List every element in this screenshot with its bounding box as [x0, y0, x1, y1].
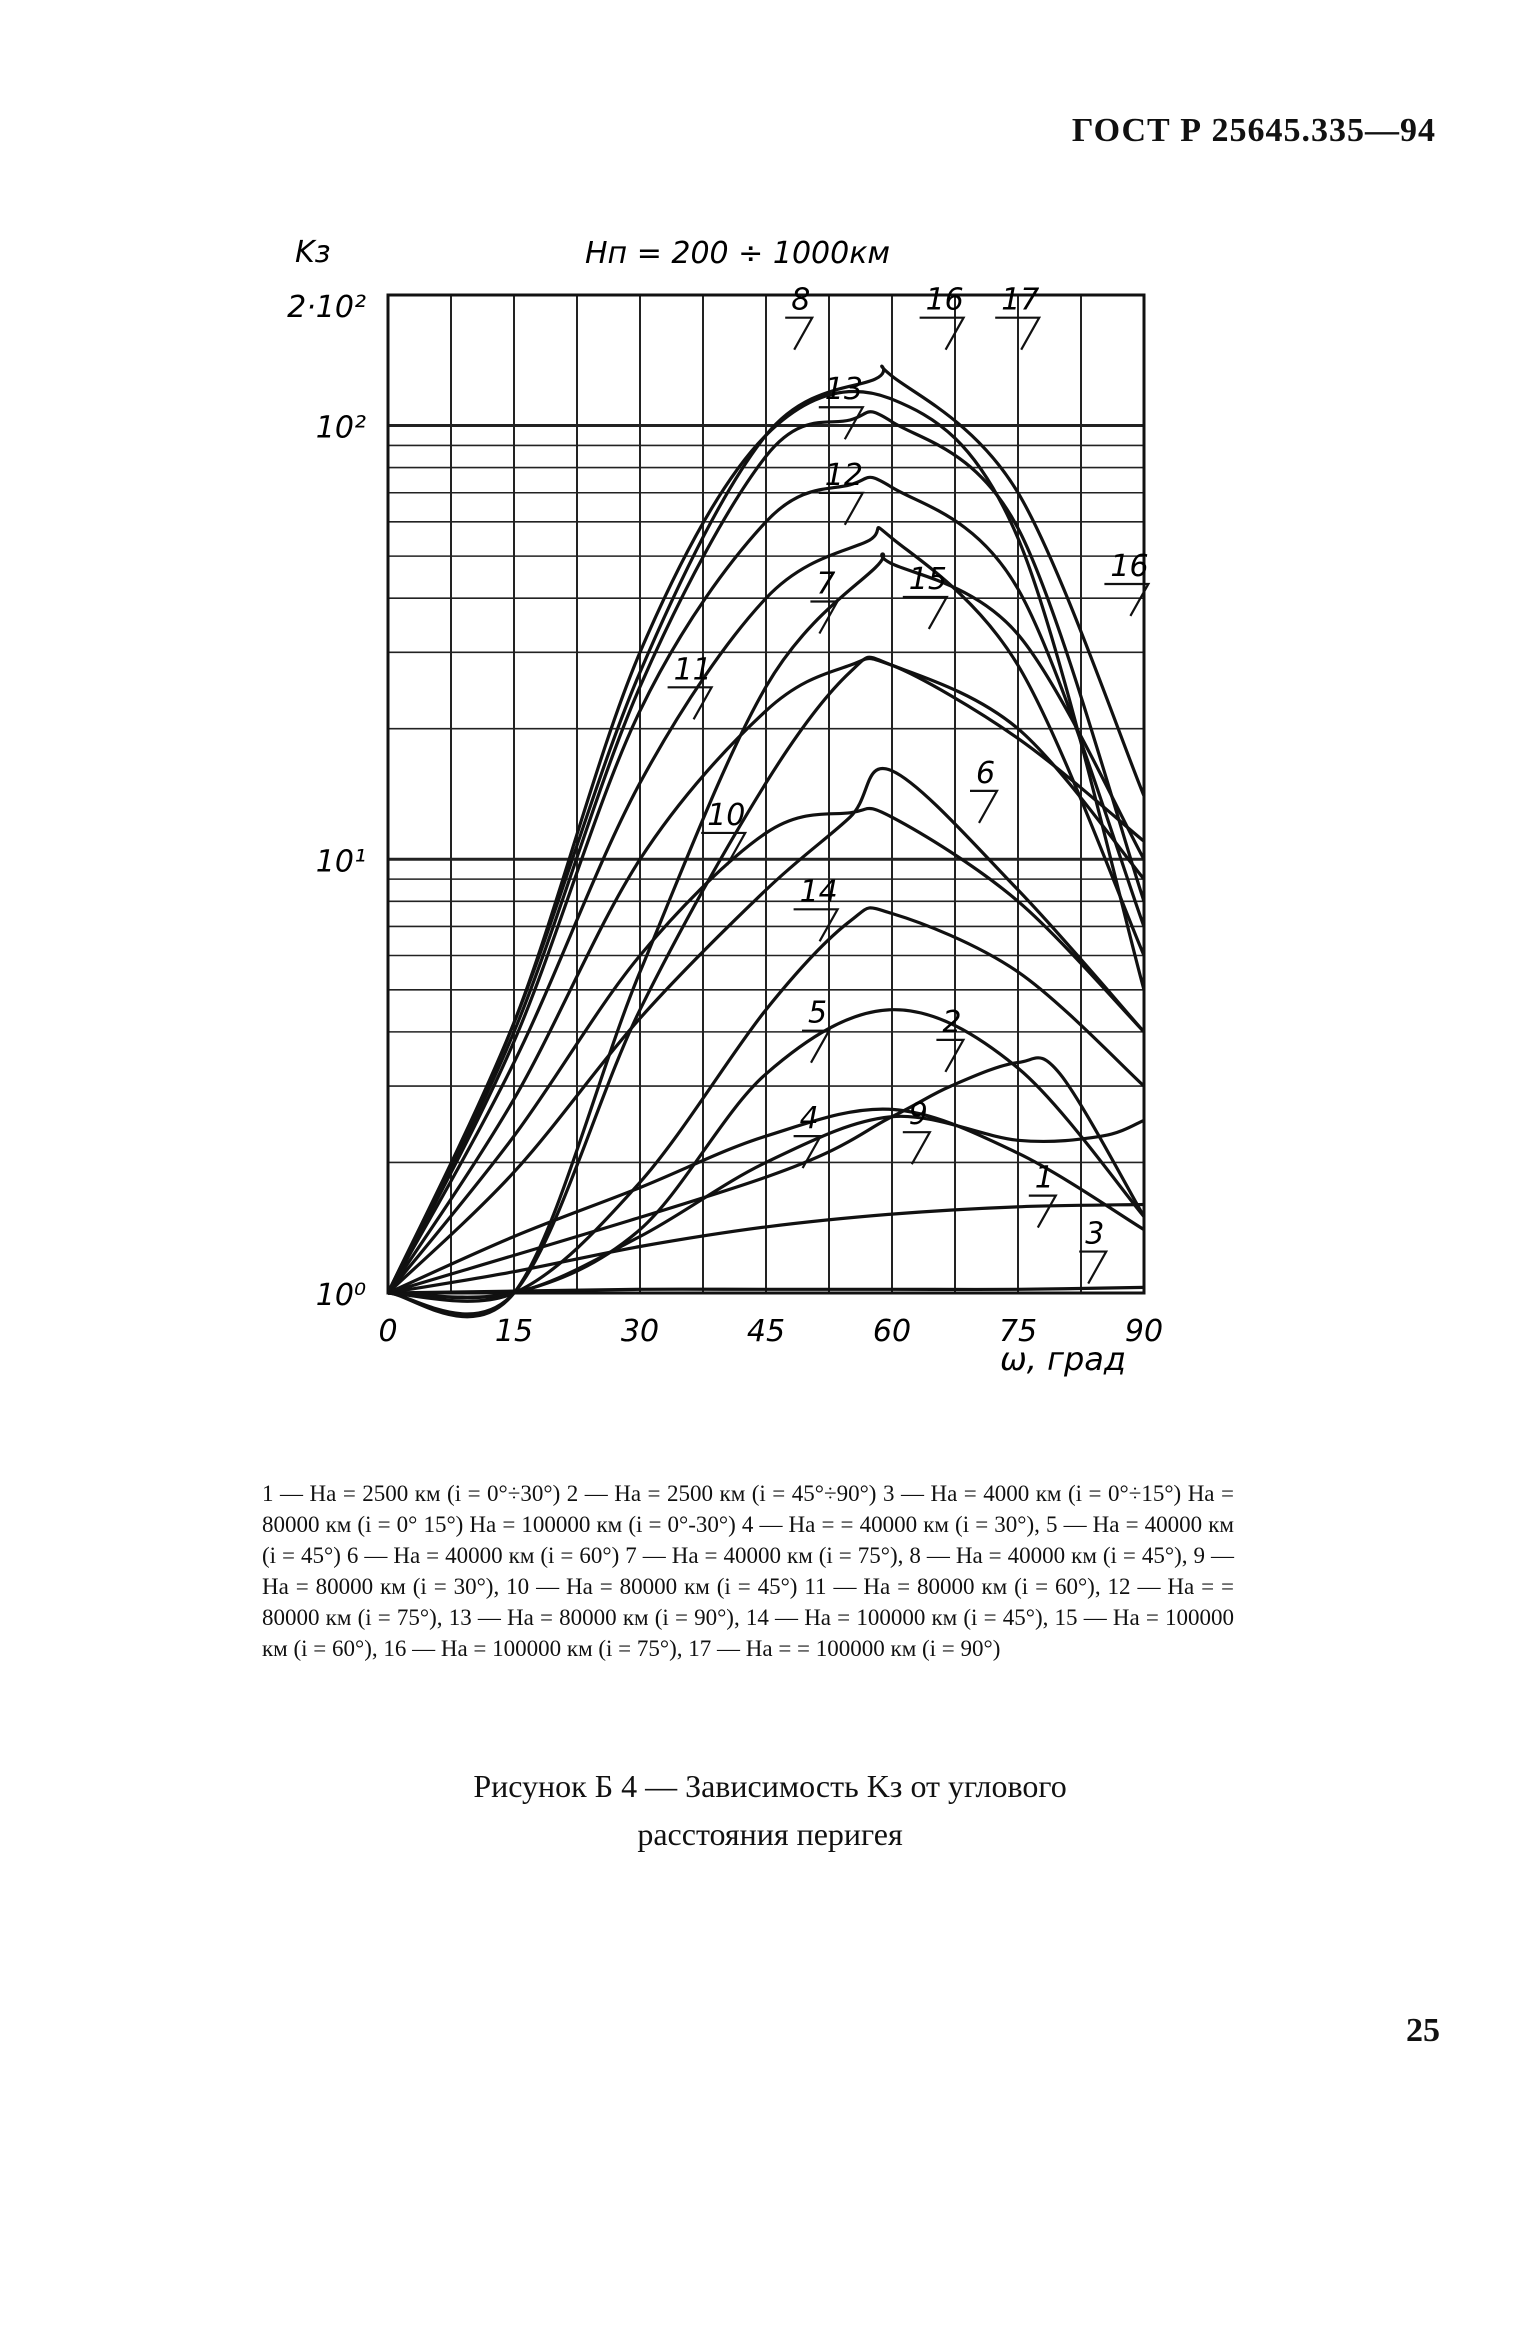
x-tick-label: 30: [620, 1314, 660, 1349]
curve-label-16: 16: [1110, 548, 1149, 584]
curve-label-3: 3: [1085, 1216, 1105, 1252]
curve-label-leader: [920, 318, 964, 350]
document-code: ГОСТ Р 25645.335—94: [1071, 112, 1436, 149]
page-number: 25: [1406, 2012, 1440, 2049]
caption-line-1: Рисунок Б 4 — Зависимость Kз от углового: [473, 1768, 1067, 1804]
x-tick-label: 0: [378, 1314, 398, 1349]
caption-line-2: расстояния перигея: [637, 1816, 903, 1852]
y-axis-label: Kз: [295, 235, 331, 270]
curve-label-16: 16: [925, 282, 964, 318]
curve-label-7: 7: [816, 566, 836, 602]
curve-label-leader: [668, 687, 712, 719]
curve-label-13: 13: [824, 372, 863, 408]
curve-label-leader: [936, 1040, 963, 1072]
curve-label-leader: [1029, 1196, 1056, 1228]
chart-grid: [388, 295, 1144, 1293]
curve-label-leader: [785, 318, 812, 350]
x-tick-label: 45: [746, 1314, 786, 1349]
curve-label-14: 14: [799, 874, 838, 910]
curve-label-10: 10: [707, 797, 746, 833]
curve-label-15: 15: [908, 561, 947, 597]
x-tick-label: 15: [494, 1314, 534, 1349]
curve-label-4: 4: [799, 1101, 819, 1137]
curve-label-11: 11: [673, 652, 712, 688]
y-tick-label: 10⁰: [315, 1278, 366, 1313]
x-axis-label: ω, град: [1000, 1340, 1126, 1378]
y-tick-label: 10¹: [315, 844, 366, 880]
figure-legend: 1 — Hа = 2500 км (i = 0°÷30°) 2 — Hа = 2500 км (i = 45°÷90°) 3 — Hа = 4000 км (i = 0°÷15°) Hа = 80000 км (i = 0° 15°) Hа = 100000 км (i = 0°-30°) 4 — Hа = = 40000 км (i = 30°), 5 — Hа = 40000 км (i = 45°) 6 — Hа = 40000 км (i = 60°) 7 — Hа = 40000 км (i = 75°), 8 — Hа = 40000 км (i = 45°), 9 — Hа = 80000 км (i = 30°), 10 — Hа = 80000 км (i = 45°) 11 — Hа = 80000 км (i = 60°), 12 — Hа = = 80000 км (i = 75°), 13 — Hа = 80000 км (i = 90°), 14 — Hа = 100000 км (i = 45°), 15 — Hа = 100000 км (i = 60°), 16 — Hа = 100000 км (i = 75°), 17 — Hа = = 100000 км (i = 90°): [262, 1481, 1234, 1661]
curve-label-9: 9: [908, 1097, 928, 1133]
curve-label-leader: [1104, 584, 1148, 616]
curve-label-1: 1: [1034, 1160, 1054, 1196]
curve-label-8: 8: [791, 282, 811, 318]
x-tick-label: 90: [1124, 1314, 1164, 1349]
curve-label-leader: [794, 1136, 821, 1168]
curve-label-leader: [819, 493, 863, 525]
chart-title: Hп = 200 ÷ 1000км: [585, 236, 890, 271]
y-tick-label: 2·10²: [287, 290, 366, 325]
curve-label-2: 2: [942, 1004, 962, 1040]
curve-label-5: 5: [808, 995, 828, 1031]
curve-label-leader: [903, 597, 947, 629]
y-tick-label: 10²: [315, 410, 366, 446]
x-tick-label: 75: [998, 1314, 1038, 1349]
curve-label-leader: [903, 1132, 930, 1164]
x-tick-label: 60: [872, 1314, 912, 1349]
curve-label-leader: [970, 791, 997, 823]
curve-label-12: 12: [824, 457, 863, 493]
curve-label-leader: [1079, 1252, 1106, 1284]
figure-caption: [0, 1762, 1540, 1858]
curve-label-6: 6: [976, 755, 996, 791]
curve-label-17: 17: [1001, 282, 1040, 318]
